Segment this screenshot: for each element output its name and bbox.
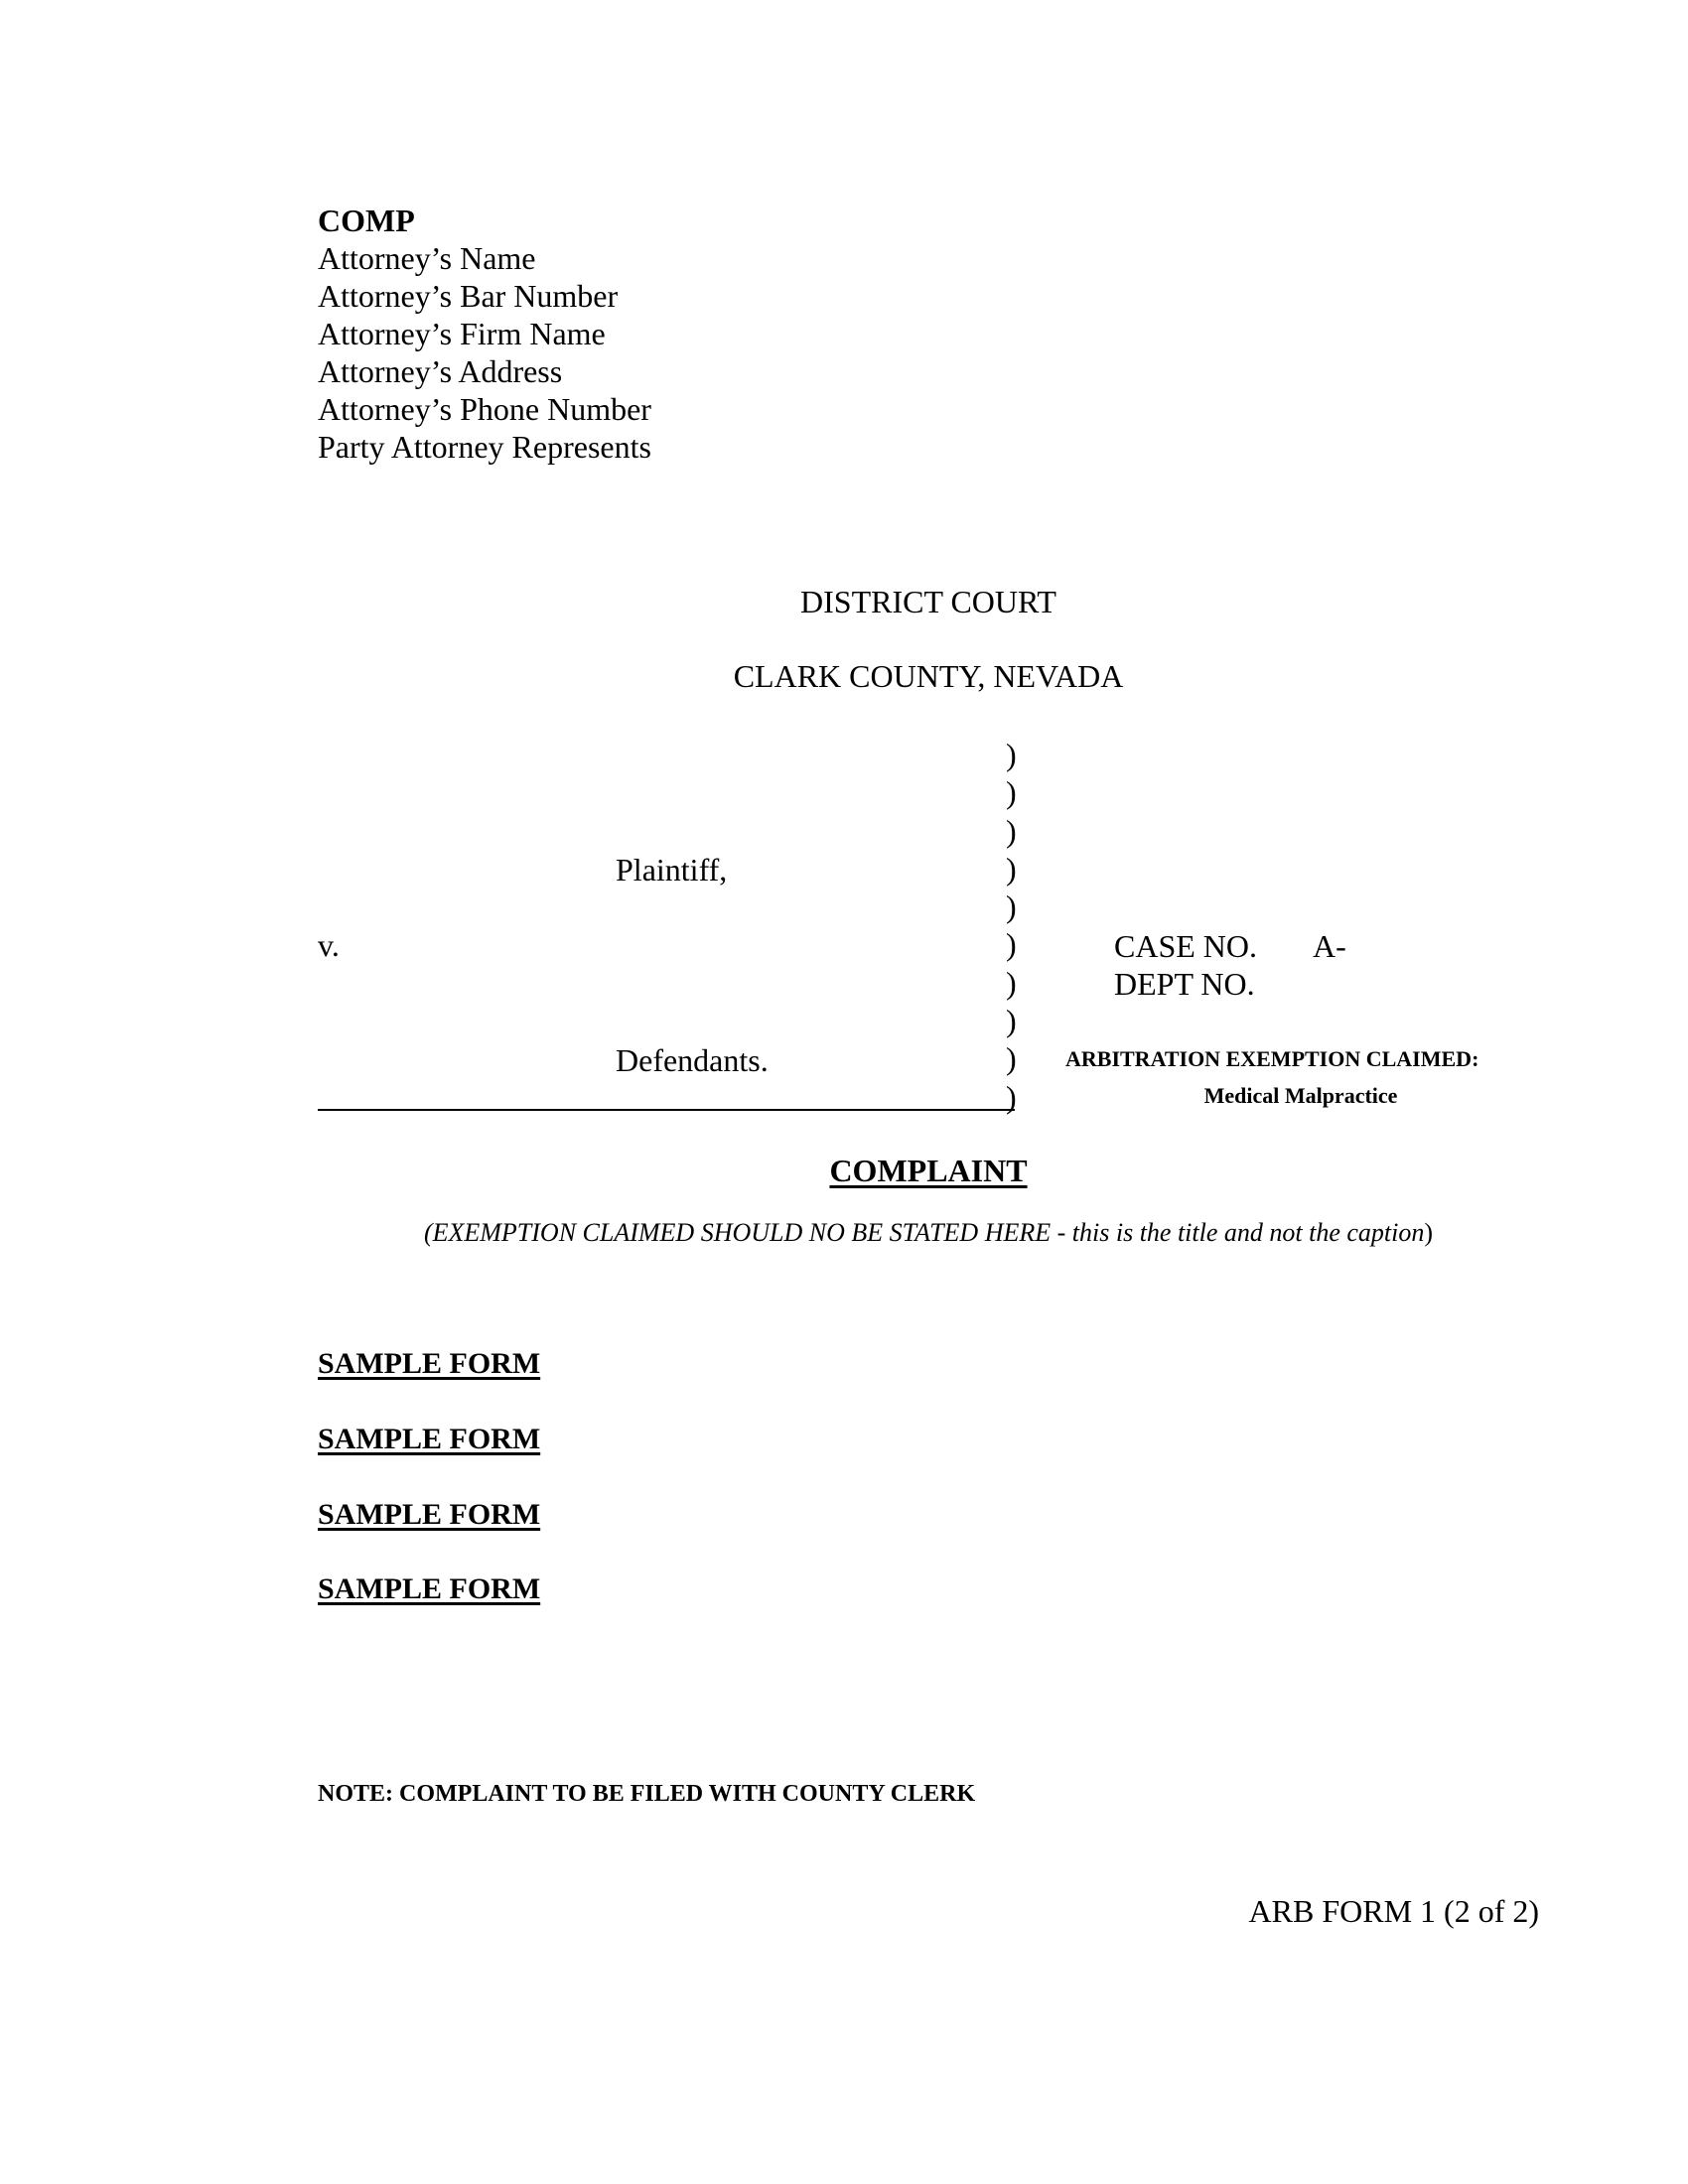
- caption-paren: ): [1006, 888, 1017, 925]
- plaintiff-label: Plaintiff,: [616, 852, 728, 887]
- arbitration-exemption-value: Medical Malpractice: [1203, 1083, 1398, 1108]
- document-title: COMPLAINT: [829, 1153, 1028, 1188]
- caption-paren: ): [1006, 812, 1017, 849]
- document-code: COMP: [318, 203, 415, 238]
- form-identifier: ARB FORM 1 (2 of 2): [1248, 1893, 1539, 1929]
- case-number-label: CASE NO.: [1114, 928, 1258, 964]
- sample-form-heading: SAMPLE FORM: [318, 1498, 541, 1531]
- defendants-label: Defendants.: [616, 1042, 769, 1078]
- caption-paren: ): [1006, 1003, 1017, 1039]
- attorney-bar-number-line: Attorney’s Bar Number: [318, 278, 619, 314]
- caption-underline: [318, 1109, 1015, 1111]
- caption-paren: ): [1006, 850, 1017, 887]
- filing-note: NOTE: COMPLAINT TO BE FILED WITH COUNTY CLERK: [318, 1781, 976, 1807]
- court-jurisdiction: CLARK COUNTY, NEVADA: [733, 658, 1124, 694]
- versus-label: v.: [318, 927, 340, 963]
- caption-paren: ): [1006, 1078, 1017, 1115]
- attorney-name-line: Attorney’s Name: [318, 240, 536, 276]
- caption-paren: ): [1006, 774, 1017, 811]
- attorney-info-block: [318, 202, 651, 466]
- caption-paren: ): [1006, 1040, 1017, 1077]
- court-name: DISTRICT COURT: [800, 584, 1056, 619]
- dept-number-label: DEPT NO.: [1114, 966, 1255, 1002]
- caption-paren: ): [1006, 737, 1017, 772]
- title-instruction-close-paren: ): [1424, 1218, 1434, 1247]
- sample-form-heading: SAMPLE FORM: [318, 1347, 541, 1380]
- attorney-address-line: Attorney’s Address: [318, 353, 563, 389]
- caption-paren: ): [1006, 964, 1017, 1001]
- case-number-value: A-: [1313, 928, 1346, 964]
- party-represented-line: Party Attorney Represents: [318, 429, 651, 465]
- sample-form-heading: SAMPLE FORM: [318, 1572, 541, 1605]
- title-instruction-text: (EXEMPTION CLAIMED SHOULD NO BE STATED HERE - this is the title and not the caption: [423, 1218, 1425, 1247]
- caption-paren: ): [1006, 926, 1017, 963]
- arbitration-exemption-label: ARBITRATION EXEMPTION CLAIMED:: [1065, 1046, 1479, 1071]
- caption-paren-column: [1006, 736, 1017, 1116]
- title-instruction-note: [333, 1220, 1524, 1246]
- attorney-firm-name-line: Attorney’s Firm Name: [318, 316, 606, 351]
- attorney-phone-line: Attorney’s Phone Number: [318, 391, 651, 427]
- sample-form-heading: SAMPLE FORM: [318, 1423, 541, 1455]
